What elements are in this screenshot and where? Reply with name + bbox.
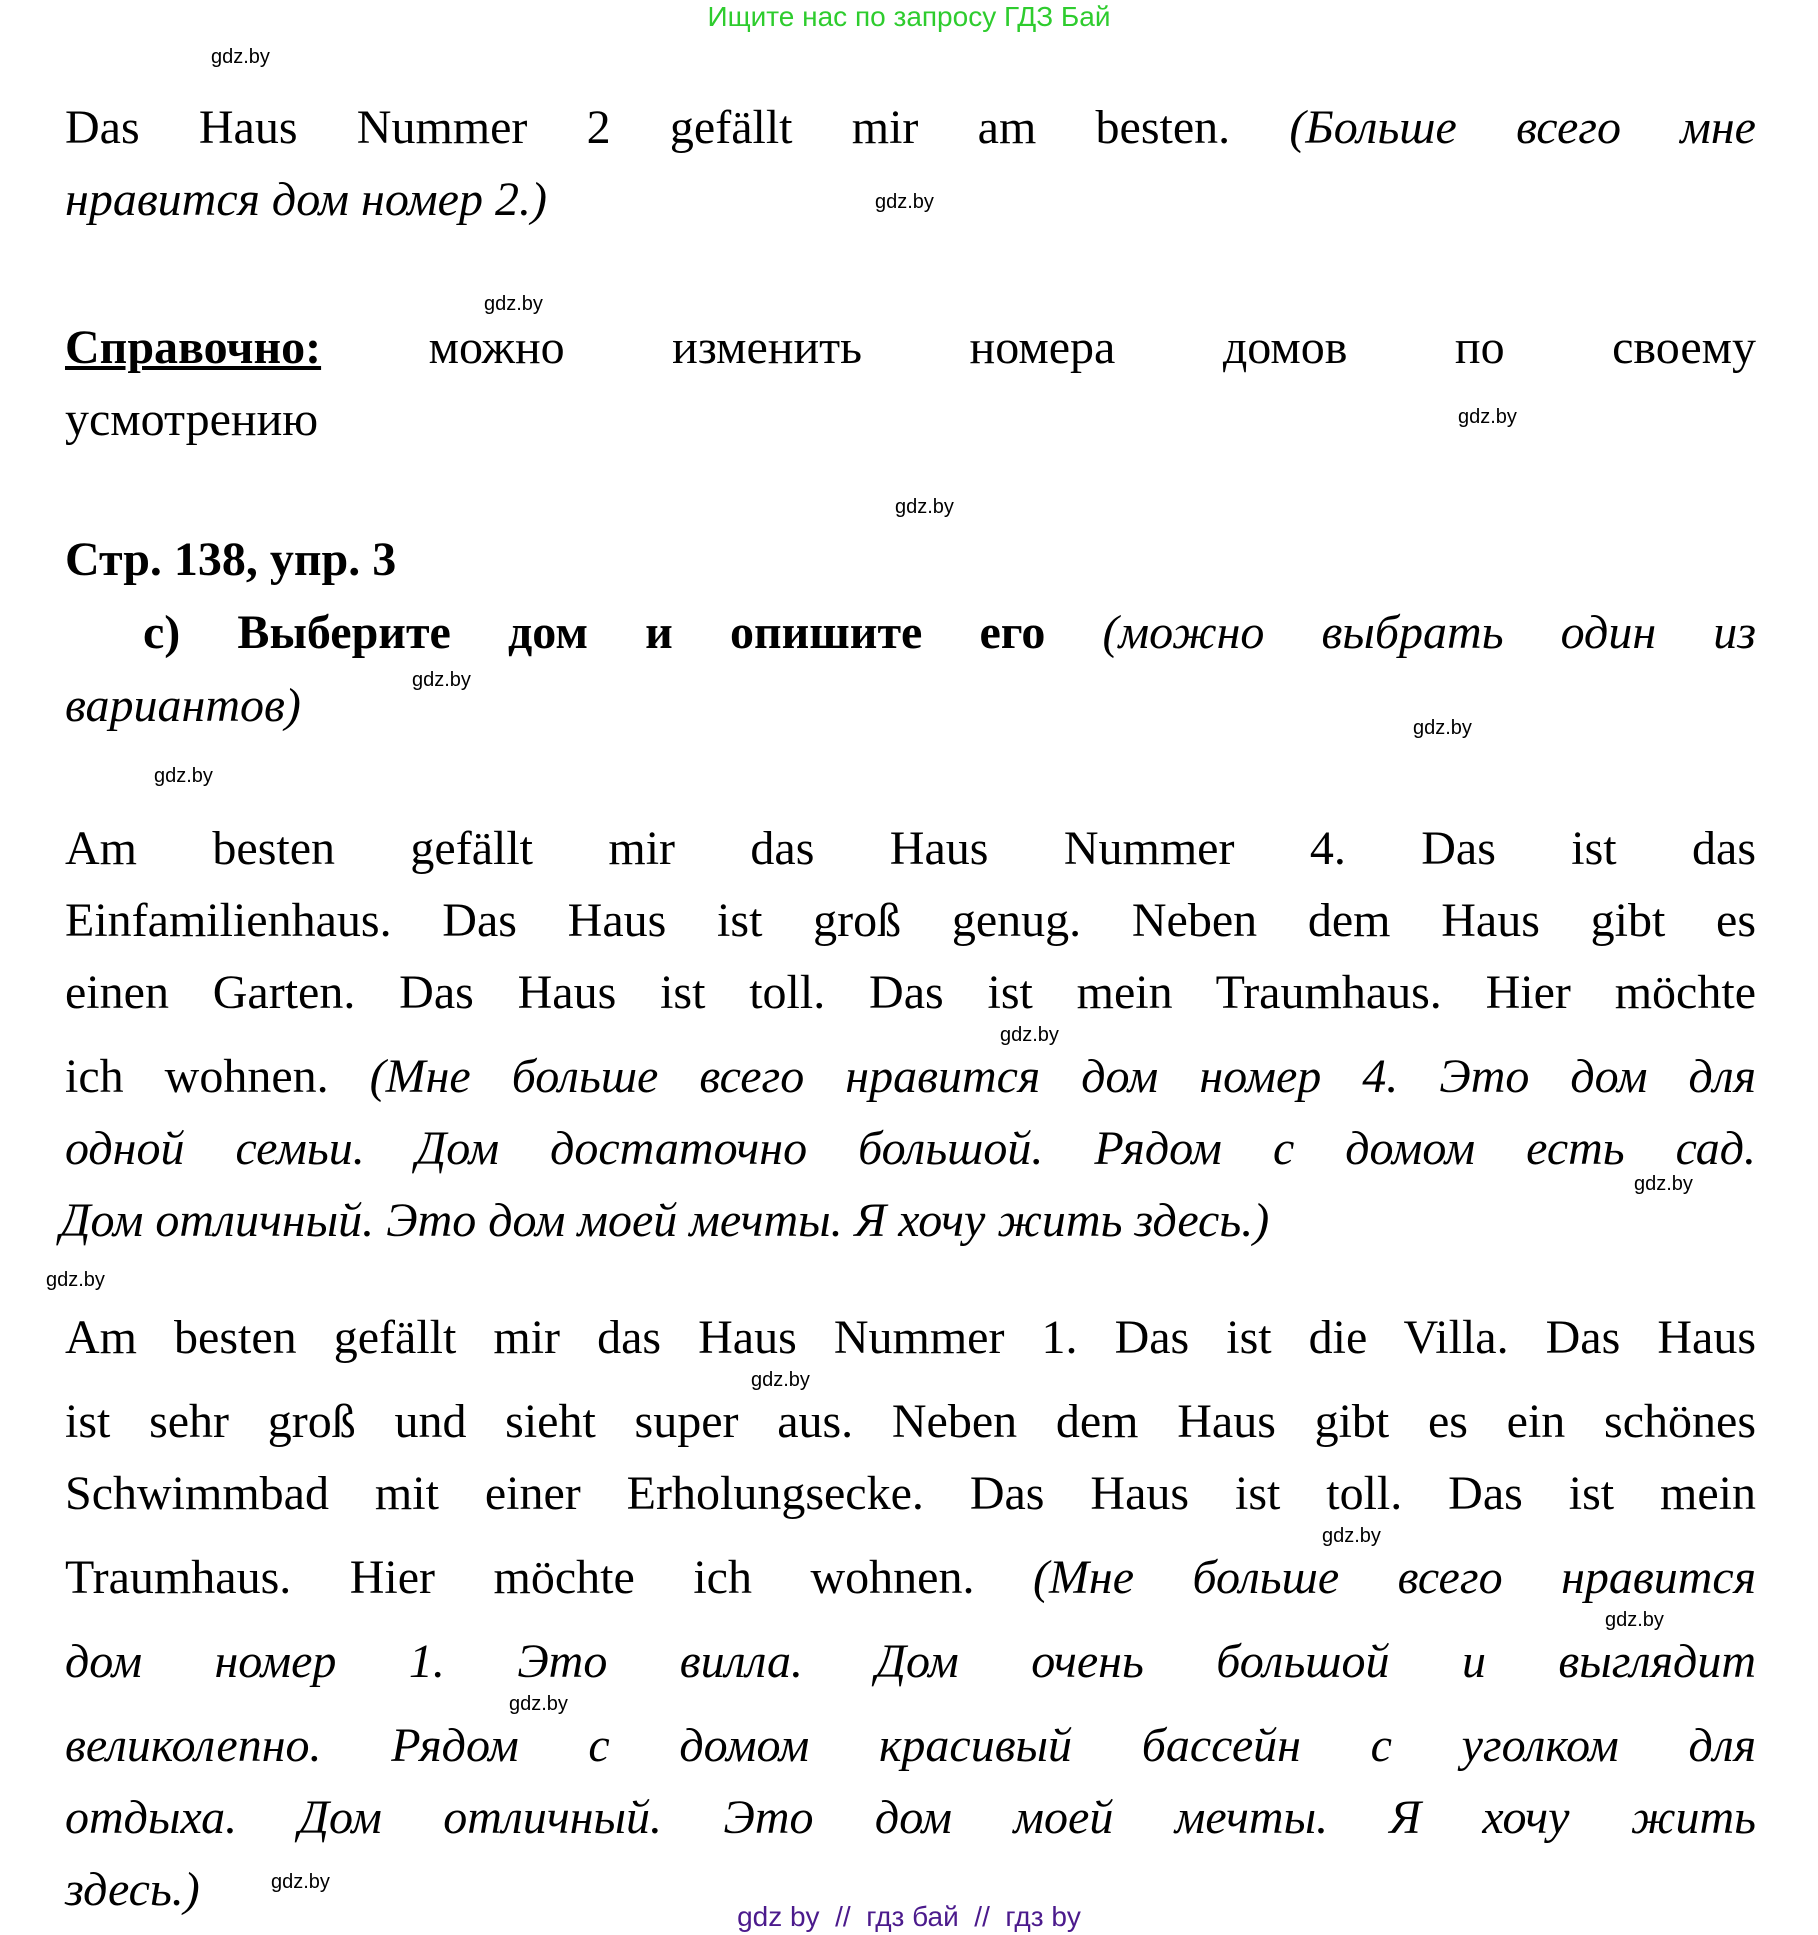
watermark: gdz.by xyxy=(271,1871,330,1893)
text-line xyxy=(65,821,1756,877)
translation-text: великолепно. Рядом с домом красивый бассейн с уголком для xyxy=(65,1719,1756,1772)
task-line xyxy=(65,678,1756,734)
text-line xyxy=(65,1049,1756,1105)
emphasis-text: Стр. 138, упр. 3 xyxy=(65,533,397,586)
watermark: gdz.by xyxy=(509,1693,568,1715)
text-line xyxy=(65,1466,1756,1522)
text-line xyxy=(65,1394,1756,1450)
text-line xyxy=(65,1790,1756,1846)
footer-banner: gdz by // гдз бай // гдз by xyxy=(737,1901,1081,1932)
text-line xyxy=(65,965,1756,1021)
watermark: gdz.by xyxy=(1413,717,1472,739)
text-line xyxy=(65,1634,1756,1690)
text-line xyxy=(65,1718,1756,1774)
body-text: Am besten gefällt mir das Haus Nummer 1. Das ist die Villa. Das Haus xyxy=(65,1311,1756,1364)
watermark: gdz.by xyxy=(895,496,954,518)
watermark: gdz.by xyxy=(211,46,270,68)
watermark: gdz.by xyxy=(484,293,543,315)
translation-text: здесь.) xyxy=(65,1863,200,1916)
translation-text: нравится дом номер 2.) xyxy=(65,173,547,226)
translation-text: (можно выбрать один из xyxy=(1102,606,1757,659)
translation-text: (Больше всего мне xyxy=(1289,101,1756,154)
translation-text: отдыха. Дом отличный. Это дом моей мечты. Я хочу жить xyxy=(65,1791,1756,1844)
body-text: Das Haus Nummer 2 gefällt mir am besten. xyxy=(65,101,1290,154)
emphasis-text: Справочно: xyxy=(65,321,322,374)
body-text: Schwimmbad mit einer Erholungsecke. Das Haus ist toll. Das ist mein xyxy=(65,1467,1756,1520)
emphasis-text: c) Выберите дом и опишите его xyxy=(143,606,1103,659)
text-line xyxy=(65,1550,1756,1606)
watermark: gdz.by xyxy=(751,1369,810,1391)
body-text: Einfamilienhaus. Das Haus ist groß genug. Neben dem Haus gibt es xyxy=(65,894,1756,947)
text-line xyxy=(60,1193,1751,1249)
translation-text: вариантов) xyxy=(65,679,301,732)
body-text: ist sehr groß und sieht super aus. Neben dem Haus gibt es ein schönes xyxy=(65,1395,1756,1448)
translation-text: (Мне больше всего нравится дом номер 4. Это дом для xyxy=(369,1050,1757,1103)
watermark: gdz.by xyxy=(1605,1609,1664,1631)
translation-text: Дом отличный. Это дом моей мечты. Я хочу жить здесь.) xyxy=(60,1194,1270,1247)
task-line xyxy=(143,605,1756,661)
text-line xyxy=(65,893,1756,949)
body-text: можно изменить номера домов по своему xyxy=(321,321,1756,374)
body-text: einen Garten. Das Haus ist toll. Das ist mein Traumhaus. Hier möchte xyxy=(65,966,1756,1019)
body-text: Am besten gefällt mir das Haus Nummer 4. Das ist das xyxy=(65,822,1756,875)
translation-text: одной семьи. Дом достаточно большой. Рядом с домом есть сад. xyxy=(65,1122,1756,1175)
section-heading xyxy=(65,532,1756,588)
search-hint-banner: Ищите нас по запросу ГДЗ Бай xyxy=(707,1,1111,32)
translation-text: (Мне больше всего нравится xyxy=(1032,1551,1757,1604)
text-line xyxy=(65,1121,1756,1177)
body-text: усмотрению xyxy=(65,393,319,446)
watermark: gdz.by xyxy=(1634,1173,1693,1195)
body-text: ich wohnen. xyxy=(65,1050,370,1103)
watermark: gdz.by xyxy=(154,765,213,787)
watermark: gdz.by xyxy=(1000,1024,1059,1046)
translation-text: дом номер 1. Это вилла. Дом очень большой и выглядит xyxy=(65,1635,1756,1688)
body-text: Traumhaus. Hier möchte ich wohnen. xyxy=(65,1551,1033,1604)
reference-note-line xyxy=(65,320,1756,376)
watermark: gdz.by xyxy=(1458,406,1517,428)
watermark: gdz.by xyxy=(46,1269,105,1291)
watermark: gdz.by xyxy=(1322,1525,1381,1547)
watermark: gdz.by xyxy=(412,669,471,691)
text-line xyxy=(65,100,1756,156)
text-line xyxy=(65,1310,1756,1366)
watermark: gdz.by xyxy=(875,191,934,213)
